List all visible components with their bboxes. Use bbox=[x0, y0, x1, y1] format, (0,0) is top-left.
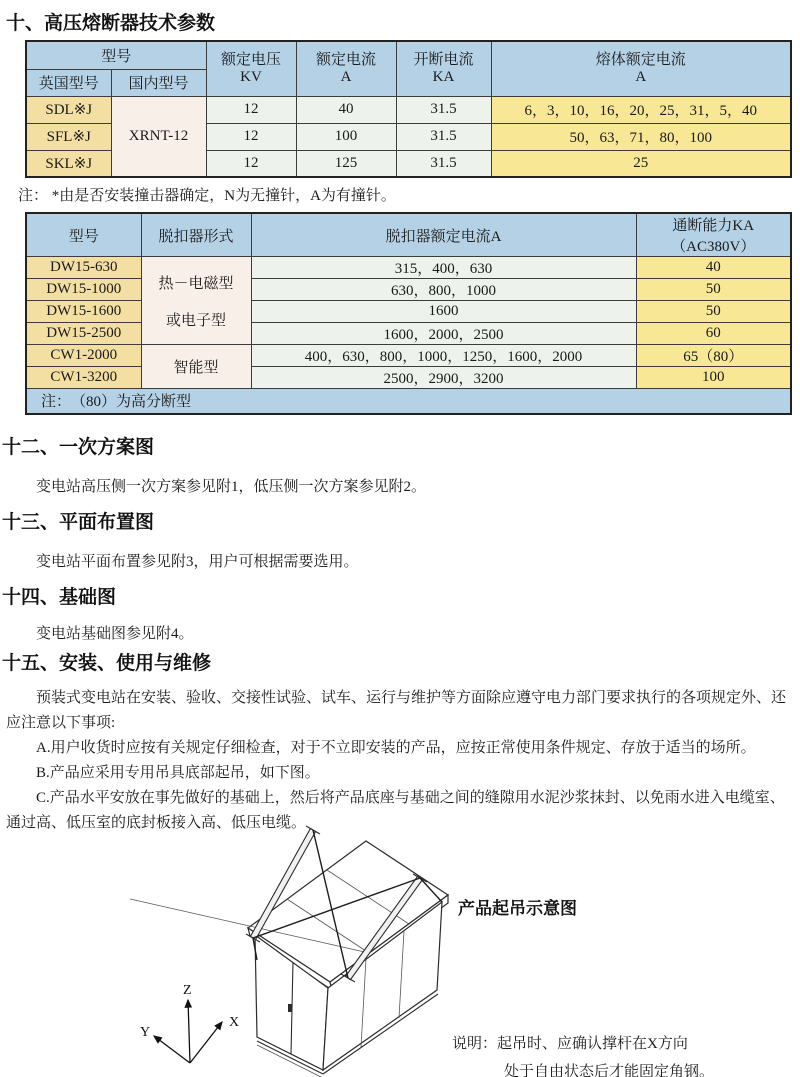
section13-body: 变电站平面布置参见附3，用户可根据需要选用。 bbox=[36, 554, 359, 570]
trip-current-cell: 1600 bbox=[251, 301, 636, 323]
col-header-rated-voltage bbox=[206, 41, 296, 96]
model-cell: DW15-630 bbox=[26, 257, 141, 279]
figure-title: 产品起吊示意图 bbox=[458, 899, 577, 918]
model-cell: DW15-1000 bbox=[26, 279, 141, 301]
model-cell: CW1-2000 bbox=[26, 345, 141, 367]
figure-caption bbox=[452, 1030, 714, 1077]
table-row bbox=[26, 279, 791, 301]
breaking-current-unit: KA bbox=[432, 68, 455, 85]
col-header-capacity: 通断能力KA（AC380V） bbox=[636, 213, 791, 257]
col-header-cn-model: 国内型号 bbox=[111, 69, 206, 96]
cn-model-cell: XRNT-12 bbox=[111, 96, 206, 177]
fuse-values-cell: 6，3，10，16，20，25，31，5，40 bbox=[491, 96, 791, 123]
section13-title: 十三、平面布置图 bbox=[2, 512, 155, 533]
capacity-cell: 40 bbox=[636, 257, 791, 279]
section14-body: 变电站基础图参见附4。 bbox=[36, 626, 194, 642]
section15-item-b: B.产品应采用专用吊具底部起吊，如下图。 bbox=[36, 765, 320, 781]
trip-type-line2: 或电子型 bbox=[165, 312, 226, 329]
col-header-uk-model: 英国型号 bbox=[26, 69, 111, 96]
figure-caption-line1: 说明：起吊时、应确认撑杆在X方向 bbox=[452, 1036, 688, 1052]
uk-model-cell: SDL※J bbox=[26, 96, 111, 123]
breaking-cell: 31.5 bbox=[396, 96, 491, 123]
voltage-cell: 12 bbox=[206, 150, 296, 177]
capacity-cell: 100 bbox=[636, 367, 791, 389]
rated-current-label: 额定电流 bbox=[316, 51, 377, 68]
coordinate-axes bbox=[140, 983, 239, 1063]
uk-model-cell: SFL※J bbox=[26, 123, 111, 150]
section10-title: 十、高压熔断器技术参数 bbox=[6, 13, 216, 34]
fuse-table-note: 注： *由是否安装撞击器确定，N为无撞针，A为有撞针。 bbox=[18, 188, 396, 204]
fuse-current-unit: A bbox=[635, 68, 647, 85]
fuse-values-cell: 50，63，71，80，100 bbox=[491, 123, 791, 150]
fuse-current-label: 熔体额定电流 bbox=[595, 51, 686, 68]
lifting-diagram bbox=[130, 820, 470, 1077]
breaker-table-footer-note: 注： （80）为高分断型 bbox=[26, 389, 791, 414]
capacity-cell: 50 bbox=[636, 301, 791, 323]
voltage-cell: 12 bbox=[206, 96, 296, 123]
section15-title: 十五、安装、使用与维修 bbox=[2, 653, 212, 674]
rated-voltage-unit: KV bbox=[240, 68, 262, 85]
axis-z-label: Z bbox=[183, 983, 192, 998]
col-header-fuse-current bbox=[491, 41, 791, 96]
table-row bbox=[26, 323, 791, 345]
trip-current-cell: 315，400，630 bbox=[251, 257, 636, 279]
model-cell: CW1-3200 bbox=[26, 367, 141, 389]
figure-caption-line2: 处于自由状态后才能固定角钢。 bbox=[504, 1064, 715, 1077]
capacity-cell: 60 bbox=[636, 323, 791, 345]
capacity-cell: 65（80） bbox=[636, 345, 791, 367]
col-header-model: 型号 bbox=[26, 213, 141, 257]
col-header-trip-current: 脱扣器额定电流A bbox=[251, 213, 636, 257]
breaking-cell: 31.5 bbox=[396, 150, 491, 177]
trip-type-cell: 智能型 bbox=[141, 345, 251, 389]
trip-type-line1: 热－电磁型 bbox=[158, 275, 234, 292]
col-header-model-group: 型号 bbox=[26, 41, 206, 69]
axis-x-label: X bbox=[229, 1015, 240, 1030]
capacity-cell: 50 bbox=[636, 279, 791, 301]
breaking-cell: 31.5 bbox=[396, 123, 491, 150]
section12-body: 变电站高压侧一次方案参见附1，低压侧一次方案参见附2。 bbox=[36, 479, 427, 495]
current-cell: 40 bbox=[296, 96, 396, 123]
col-header-trip-type: 脱扣器形式 bbox=[141, 213, 251, 257]
section15-intro: 预装式变电站在安装、验收、交接性试验、试车、运行与维护等方面除应遵守电力部门要求执行的各项规定外、还应注意以下事项: bbox=[6, 690, 787, 731]
voltage-cell: 12 bbox=[206, 123, 296, 150]
fuse-values-cell: 25 bbox=[491, 150, 791, 177]
uk-model-cell: SKL※J bbox=[26, 150, 111, 177]
section15-body bbox=[6, 686, 794, 836]
table-row bbox=[26, 345, 791, 367]
section12-title: 十二、一次方案图 bbox=[2, 437, 155, 458]
fuse-parameters-table bbox=[25, 40, 792, 178]
col-header-rated-current bbox=[296, 41, 396, 96]
axis-y-label: Y bbox=[140, 1025, 151, 1040]
model-cell: DW15-1600 bbox=[26, 301, 141, 323]
col-header-breaking-current bbox=[396, 41, 491, 96]
rated-voltage-label: 额定电压 bbox=[221, 51, 282, 68]
trip-current-cell: 630，800，1000 bbox=[251, 279, 636, 301]
section15-item-c: C.产品水平安放在事先做好的基础上，然后将产品底座与基础之间的缝隙用水泥沙浆抹封、以免雨水进入电缆室、通过高、低压室的底封板接入高、低压电缆。 bbox=[6, 790, 785, 831]
trip-type-cell bbox=[141, 257, 251, 345]
trip-current-cell: 400，630，800，1000，1250，1600，2000 bbox=[251, 345, 636, 367]
model-cell: DW15-2500 bbox=[26, 323, 141, 345]
section15-item-a: A.用户收货时应按有关规定仔细检查，对于不立即安装的产品，应按正常使用条件规定、存放于适当的场所。 bbox=[36, 740, 756, 756]
table-row bbox=[26, 257, 791, 279]
current-cell: 100 bbox=[296, 123, 396, 150]
trip-current-cell: 2500，2900，3200 bbox=[251, 367, 636, 389]
section14-title: 十四、基础图 bbox=[2, 587, 117, 608]
table-row bbox=[26, 301, 791, 323]
table-row bbox=[26, 367, 791, 389]
table-row bbox=[26, 96, 791, 123]
breaker-parameters-table bbox=[25, 212, 792, 415]
rated-current-unit: A bbox=[340, 68, 352, 85]
trip-current-cell: 1600，2000，2500 bbox=[251, 323, 636, 345]
current-cell: 125 bbox=[296, 150, 396, 177]
breaking-current-label: 开断电流 bbox=[413, 51, 474, 68]
